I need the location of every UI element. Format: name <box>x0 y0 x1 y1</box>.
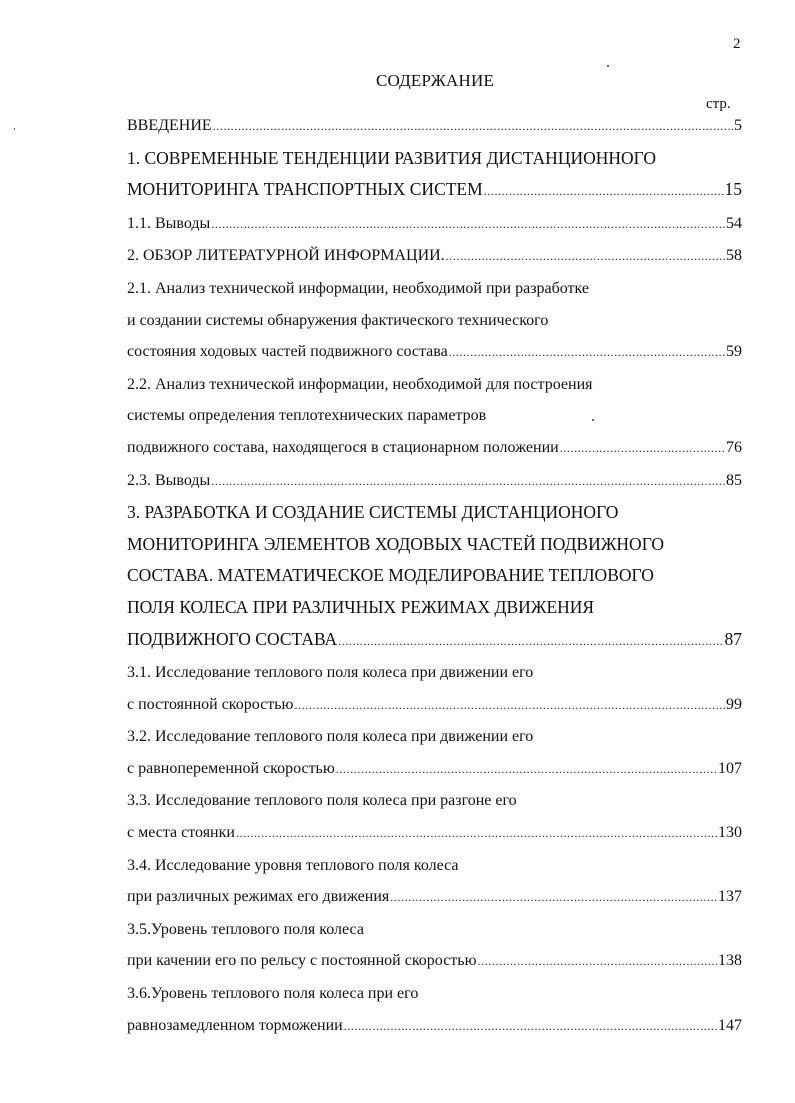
toc-entry-text: 1.1. Выводы <box>127 214 211 232</box>
table-of-contents <box>127 110 742 1042</box>
toc-entry-text: ПОДВИЖНОГО СОСТАВА <box>127 628 338 649</box>
toc-page-number: 107 <box>718 759 742 777</box>
toc-entry <box>127 560 742 592</box>
toc-leader-dots <box>390 882 717 914</box>
toc-entry-text: 2.1. Анализ технической информации, необходимой при разработке <box>127 279 590 297</box>
toc-leader-dots <box>449 337 725 369</box>
toc-entry <box>127 529 742 561</box>
toc-entry-text: 3.6.Уровень теплового поля колеса при его <box>127 985 419 1003</box>
toc-entry <box>127 914 742 946</box>
toc-entry-text: 3.3. Исследование теплового поля колеса при разгоне его <box>127 792 517 810</box>
toc-leader-dots <box>338 626 723 658</box>
page-column-label: стр. <box>706 96 731 112</box>
toc-entry-text: 3.4. Исследование уровня теплового поля колеса <box>127 856 459 874</box>
toc-entry-text: 2.2. Анализ технической информации, необходимой для построения <box>127 375 593 393</box>
toc-entry-text: с места стоянки <box>127 824 235 842</box>
toc-leader-dots <box>211 209 725 241</box>
toc-page-number: 147 <box>718 1016 742 1034</box>
toc-entry <box>127 721 742 753</box>
toc-entry-text: 3. РАЗРАБОТКА И СОЗДАНИЕ СИСТЕМЫ ДИСТАНЦИОНОГО <box>127 502 619 523</box>
toc-entry <box>127 978 742 1010</box>
toc-leader-dots <box>484 176 724 208</box>
toc-entry-text: при различных режимах его движения <box>127 888 390 906</box>
page-number: 2 <box>733 36 741 52</box>
toc-page-number: 76 <box>726 438 742 456</box>
toc-entry-text: СОСТАВА. МАТЕМАТИЧЕСКОЕ МОДЕЛИРОВАНИЕ ТЕПЛОВОГО <box>127 565 654 586</box>
toc-entry-text: 1. СОВРЕМЕННЫЕ ТЕНДЕНЦИИ РАЗВИТИЯ ДИСТАНЦИОННОГО <box>127 147 656 168</box>
toc-entry <box>127 174 742 208</box>
toc-entry <box>127 208 742 241</box>
toc-entry-text: равнозамедленном торможении <box>127 1016 343 1034</box>
toc-leader-dots <box>211 466 725 498</box>
toc-entry-text: с постоянной скоростью <box>127 695 294 713</box>
scan-speck <box>607 65 609 67</box>
toc-page-number: 130 <box>718 824 742 842</box>
toc-entry-text: при качении его по рельсу с постоянной скоростью <box>127 952 477 970</box>
toc-entry <box>127 369 742 401</box>
toc-leader-dots <box>478 946 717 978</box>
toc-entry <box>127 143 742 175</box>
toc-entry <box>127 689 742 722</box>
toc-page-number: 137 <box>718 888 742 906</box>
toc-entry-text: 3.1. Исследование теплового поля колеса при движении его <box>127 664 534 682</box>
toc-entry <box>127 785 742 817</box>
toc-entry <box>127 465 742 498</box>
toc-entry <box>127 305 742 337</box>
toc-leader-dots <box>344 1011 717 1043</box>
toc-leader-dots <box>295 690 726 722</box>
toc-entry-text: МОНИТОРИНГА ЭЛЕМЕНТОВ ХОДОВЫХ ЧАСТЕЙ ПОДВИЖНОГО <box>127 533 665 554</box>
toc-entry <box>127 753 742 786</box>
toc-entry-text: 3.5.Уровень теплового поля колеса <box>127 920 364 938</box>
scan-speck <box>592 419 594 421</box>
toc-entry-text: подвижного состава, находящегося в стационарном положении <box>127 438 559 456</box>
page-title: СОДЕРЖАНИЕ <box>375 71 495 90</box>
toc-entry-text: 2. ОБЗОР ЛИТЕРАТУРНОЙ ИНФОРМАЦИИ. <box>127 247 445 265</box>
toc-entry <box>127 497 742 529</box>
toc-entry-text: ВВЕДЕНИЕ <box>127 117 212 134</box>
toc-entry-text: с равнопеременной скоростью <box>127 759 335 777</box>
toc-page-number: 99 <box>726 695 742 713</box>
toc-entry <box>127 400 742 432</box>
toc-entry <box>127 240 742 273</box>
toc-page-number: 54 <box>726 214 742 232</box>
toc-page-number: 138 <box>718 952 742 970</box>
toc-leader-dots <box>560 433 725 465</box>
toc-entry <box>127 110 742 143</box>
toc-leader-dots <box>336 754 717 786</box>
toc-entry <box>127 1010 742 1043</box>
toc-entry <box>127 850 742 882</box>
toc-entry-text: системы определения теплотехнических параметров <box>127 407 487 425</box>
toc-entry-text: ПОЛЯ КОЛЕСА ПРИ РАЗЛИЧНЫХ РЕЖИМАХ ДВИЖЕНИЯ <box>127 596 595 617</box>
scan-speck <box>14 128 15 130</box>
toc-page-number: 87 <box>724 628 742 649</box>
toc-page-number: 59 <box>726 343 742 361</box>
toc-page-number: 58 <box>726 247 742 265</box>
toc-entry <box>127 273 742 305</box>
toc-entry-text: МОНИТОРИНГА ТРАНСПОРТНЫХ СИСТЕМ <box>127 179 483 200</box>
toc-entry-text: состояния ходовых частей подвижного состава <box>127 343 448 361</box>
toc-leader-dots <box>446 241 725 273</box>
toc-page-number: 85 <box>726 471 742 489</box>
toc-leader-dots <box>236 818 717 850</box>
toc-page-number: 5 <box>734 117 742 134</box>
toc-entry <box>127 336 742 369</box>
toc-entry <box>127 881 742 914</box>
toc-entry-text: и создании системы обнаружения фактического технического <box>127 311 549 329</box>
toc-page-number: 15 <box>724 179 742 200</box>
toc-entry <box>127 945 742 978</box>
toc-leader-dots <box>213 111 733 143</box>
toc-entry <box>127 817 742 850</box>
toc-entry <box>127 624 742 658</box>
toc-entry <box>127 432 742 465</box>
toc-entry-text: 3.2. Исследование теплового поля колеса при движении его <box>127 728 534 746</box>
toc-entry <box>127 592 742 624</box>
toc-entry <box>127 657 742 689</box>
toc-entry-text: 2.3. Выводы <box>127 471 211 489</box>
